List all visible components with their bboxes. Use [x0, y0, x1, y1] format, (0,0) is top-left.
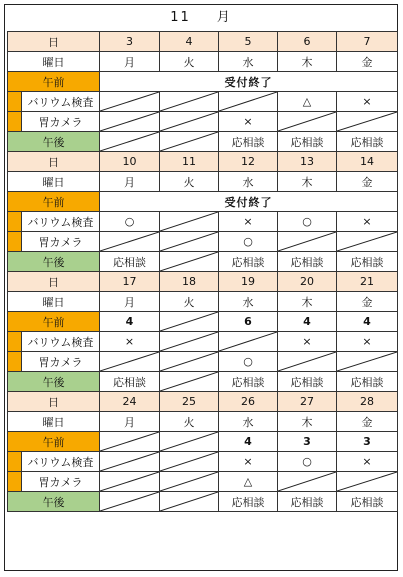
unavailable-cell: [100, 132, 160, 152]
weekday-name: 水: [219, 292, 278, 312]
barium-exam-label: バリウム検査: [22, 92, 100, 112]
weekday-row: [8, 292, 398, 312]
unavailable-cell: [278, 232, 337, 252]
availability-mark: ×: [337, 92, 398, 112]
consultation-cell: 応相談: [100, 372, 160, 392]
unavailable-cell: [160, 472, 219, 492]
am-side-marker: [8, 352, 22, 372]
unavailable-cell: [100, 352, 160, 372]
day-number: 25: [160, 392, 219, 412]
weekday-name: 火: [160, 52, 219, 72]
pm-row: [8, 372, 398, 392]
day-number: 11: [160, 152, 219, 172]
availability-mark: ○: [219, 352, 278, 372]
am-row: [8, 192, 398, 212]
pm-row: [8, 132, 398, 152]
day-header-label: 日: [8, 152, 100, 172]
consultation-cell: 応相談: [337, 492, 398, 512]
availability-mark: ×: [337, 212, 398, 232]
am-row: [8, 312, 398, 332]
am-side-marker: [8, 92, 22, 112]
consultation-cell: 応相談: [278, 132, 337, 152]
gastroscopy-row: [8, 232, 398, 252]
am-side-marker: [8, 332, 22, 352]
unavailable-cell: [100, 472, 160, 492]
day-number: 14: [337, 152, 398, 172]
weekday-row: [8, 172, 398, 192]
gastroscopy-row: [8, 472, 398, 492]
weekday-name: 金: [337, 52, 398, 72]
day-header-label: 日: [8, 392, 100, 412]
weekday-name: 火: [160, 412, 219, 432]
am-slots-count: 4: [100, 312, 160, 332]
consultation-cell: 応相談: [337, 252, 398, 272]
availability-mark: ×: [219, 212, 278, 232]
month-number: 11: [170, 10, 191, 25]
am-side-marker: [8, 232, 22, 252]
pm-row: [8, 492, 398, 512]
weekday-header-label: 曜日: [8, 52, 100, 72]
unavailable-cell: [337, 112, 398, 132]
unavailable-cell: [278, 352, 337, 372]
barium-exam-row: [8, 452, 398, 472]
weekday-header-label: 曜日: [8, 292, 100, 312]
weekday-name: 水: [219, 52, 278, 72]
day-number: 7: [337, 32, 398, 52]
consultation-cell: 応相談: [219, 492, 278, 512]
availability-mark: ×: [278, 332, 337, 352]
day-number: 4: [160, 32, 219, 52]
consultation-cell: 応相談: [337, 132, 398, 152]
weekday-name: 金: [337, 172, 398, 192]
am-label: 午前: [8, 432, 100, 452]
am-slots-count: 3: [337, 432, 398, 452]
weekday-header-label: 曜日: [8, 412, 100, 432]
day-number: 3: [100, 32, 160, 52]
month-unit: 月: [216, 10, 232, 25]
pm-label: 午後: [8, 132, 100, 152]
day-row: [8, 32, 398, 52]
day-row: [8, 272, 398, 292]
weekday-name: 木: [278, 52, 337, 72]
unavailable-cell: [100, 452, 160, 472]
unavailable-cell: [160, 252, 219, 272]
unavailable-cell: [160, 492, 219, 512]
unavailable-cell: [160, 132, 219, 152]
weekday-name: 月: [100, 292, 160, 312]
am-row: [8, 432, 398, 452]
am-slots-count: 4: [219, 432, 278, 452]
am-label: 午前: [8, 192, 100, 212]
barium-exam-label: バリウム検査: [22, 332, 100, 352]
pm-label: 午後: [8, 492, 100, 512]
am-side-marker: [8, 112, 22, 132]
day-number: 6: [278, 32, 337, 52]
barium-exam-row: [8, 332, 398, 352]
am-side-marker: [8, 212, 22, 232]
day-number: 26: [219, 392, 278, 412]
day-number: 20: [278, 272, 337, 292]
weekday-name: 金: [337, 412, 398, 432]
reservation-calendar-sheet: [4, 4, 398, 571]
day-number: 24: [100, 392, 160, 412]
availability-mark: ×: [219, 112, 278, 132]
calendar-title: [5, 5, 397, 31]
consultation-cell: 応相談: [278, 372, 337, 392]
weekday-name: 火: [160, 172, 219, 192]
day-header-label: 日: [8, 272, 100, 292]
unavailable-cell: [100, 92, 160, 112]
am-side-marker: [8, 472, 22, 492]
pm-row: [8, 252, 398, 272]
unavailable-cell: [219, 92, 278, 112]
gastroscopy-label: 胃カメラ: [22, 352, 100, 372]
day-number: 10: [100, 152, 160, 172]
availability-mark: ×: [337, 452, 398, 472]
unavailable-cell: [100, 432, 160, 452]
consultation-cell: 応相談: [100, 252, 160, 272]
am-slots-count: 4: [278, 312, 337, 332]
unavailable-cell: [100, 232, 160, 252]
unavailable-cell: [278, 472, 337, 492]
barium-exam-row: [8, 212, 398, 232]
weekday-row: [8, 412, 398, 432]
availability-mark: ○: [278, 212, 337, 232]
unavailable-cell: [160, 212, 219, 232]
gastroscopy-label: 胃カメラ: [22, 232, 100, 252]
gastroscopy-label: 胃カメラ: [22, 112, 100, 132]
unavailable-cell: [160, 332, 219, 352]
consultation-cell: 応相談: [219, 252, 278, 272]
unavailable-cell: [337, 472, 398, 492]
availability-mark: ○: [219, 232, 278, 252]
day-number: 12: [219, 152, 278, 172]
day-number: 13: [278, 152, 337, 172]
unavailable-cell: [337, 232, 398, 252]
am-side-marker: [8, 452, 22, 472]
unavailable-cell: [160, 352, 219, 372]
gastroscopy-label: 胃カメラ: [22, 472, 100, 492]
unavailable-cell: [160, 432, 219, 452]
day-number: 5: [219, 32, 278, 52]
gastroscopy-row: [8, 352, 398, 372]
availability-mark: ×: [100, 332, 160, 352]
availability-mark: ○: [278, 452, 337, 472]
unavailable-cell: [219, 332, 278, 352]
weekday-name: 木: [278, 172, 337, 192]
weekday-header-label: 曜日: [8, 172, 100, 192]
barium-exam-row: [8, 92, 398, 112]
unavailable-cell: [160, 372, 219, 392]
consultation-cell: 応相談: [337, 372, 398, 392]
consultation-cell: 応相談: [219, 132, 278, 152]
barium-exam-label: バリウム検査: [22, 452, 100, 472]
availability-table: [7, 31, 398, 512]
weekday-row: [8, 52, 398, 72]
availability-mark: △: [219, 472, 278, 492]
unavailable-cell: [160, 452, 219, 472]
unavailable-cell: [337, 352, 398, 372]
consultation-cell: 応相談: [278, 252, 337, 272]
availability-mark: ×: [337, 332, 398, 352]
consultation-cell: 応相談: [219, 372, 278, 392]
am-slots-count: 3: [278, 432, 337, 452]
day-row: [8, 152, 398, 172]
pm-label: 午後: [8, 372, 100, 392]
weekday-name: 水: [219, 172, 278, 192]
day-number: 28: [337, 392, 398, 412]
availability-mark: ×: [219, 452, 278, 472]
availability-mark: △: [278, 92, 337, 112]
reception-closed-banner: 受付終了: [100, 72, 398, 92]
gastroscopy-row: [8, 112, 398, 132]
weekday-name: 水: [219, 412, 278, 432]
day-row: [8, 392, 398, 412]
am-label: 午前: [8, 312, 100, 332]
reception-closed-banner: 受付終了: [100, 192, 398, 212]
unavailable-cell: [160, 312, 219, 332]
am-slots-count: 4: [337, 312, 398, 332]
weekday-name: 月: [100, 172, 160, 192]
weekday-name: 火: [160, 292, 219, 312]
barium-exam-label: バリウム検査: [22, 212, 100, 232]
weekday-name: 金: [337, 292, 398, 312]
day-number: 17: [100, 272, 160, 292]
unavailable-cell: [278, 112, 337, 132]
weekday-name: 月: [100, 52, 160, 72]
weekday-name: 木: [278, 412, 337, 432]
unavailable-cell: [160, 112, 219, 132]
weekday-name: 月: [100, 412, 160, 432]
availability-mark: ○: [100, 212, 160, 232]
consultation-cell: 応相談: [278, 492, 337, 512]
pm-label: 午後: [8, 252, 100, 272]
day-header-label: 日: [8, 32, 100, 52]
day-number: 21: [337, 272, 398, 292]
am-row: [8, 72, 398, 92]
am-slots-count: 6: [219, 312, 278, 332]
unavailable-cell: [100, 492, 160, 512]
weekday-name: 木: [278, 292, 337, 312]
unavailable-cell: [100, 112, 160, 132]
unavailable-cell: [160, 232, 219, 252]
unavailable-cell: [160, 92, 219, 112]
day-number: 27: [278, 392, 337, 412]
day-number: 19: [219, 272, 278, 292]
day-number: 18: [160, 272, 219, 292]
am-label: 午前: [8, 72, 100, 92]
